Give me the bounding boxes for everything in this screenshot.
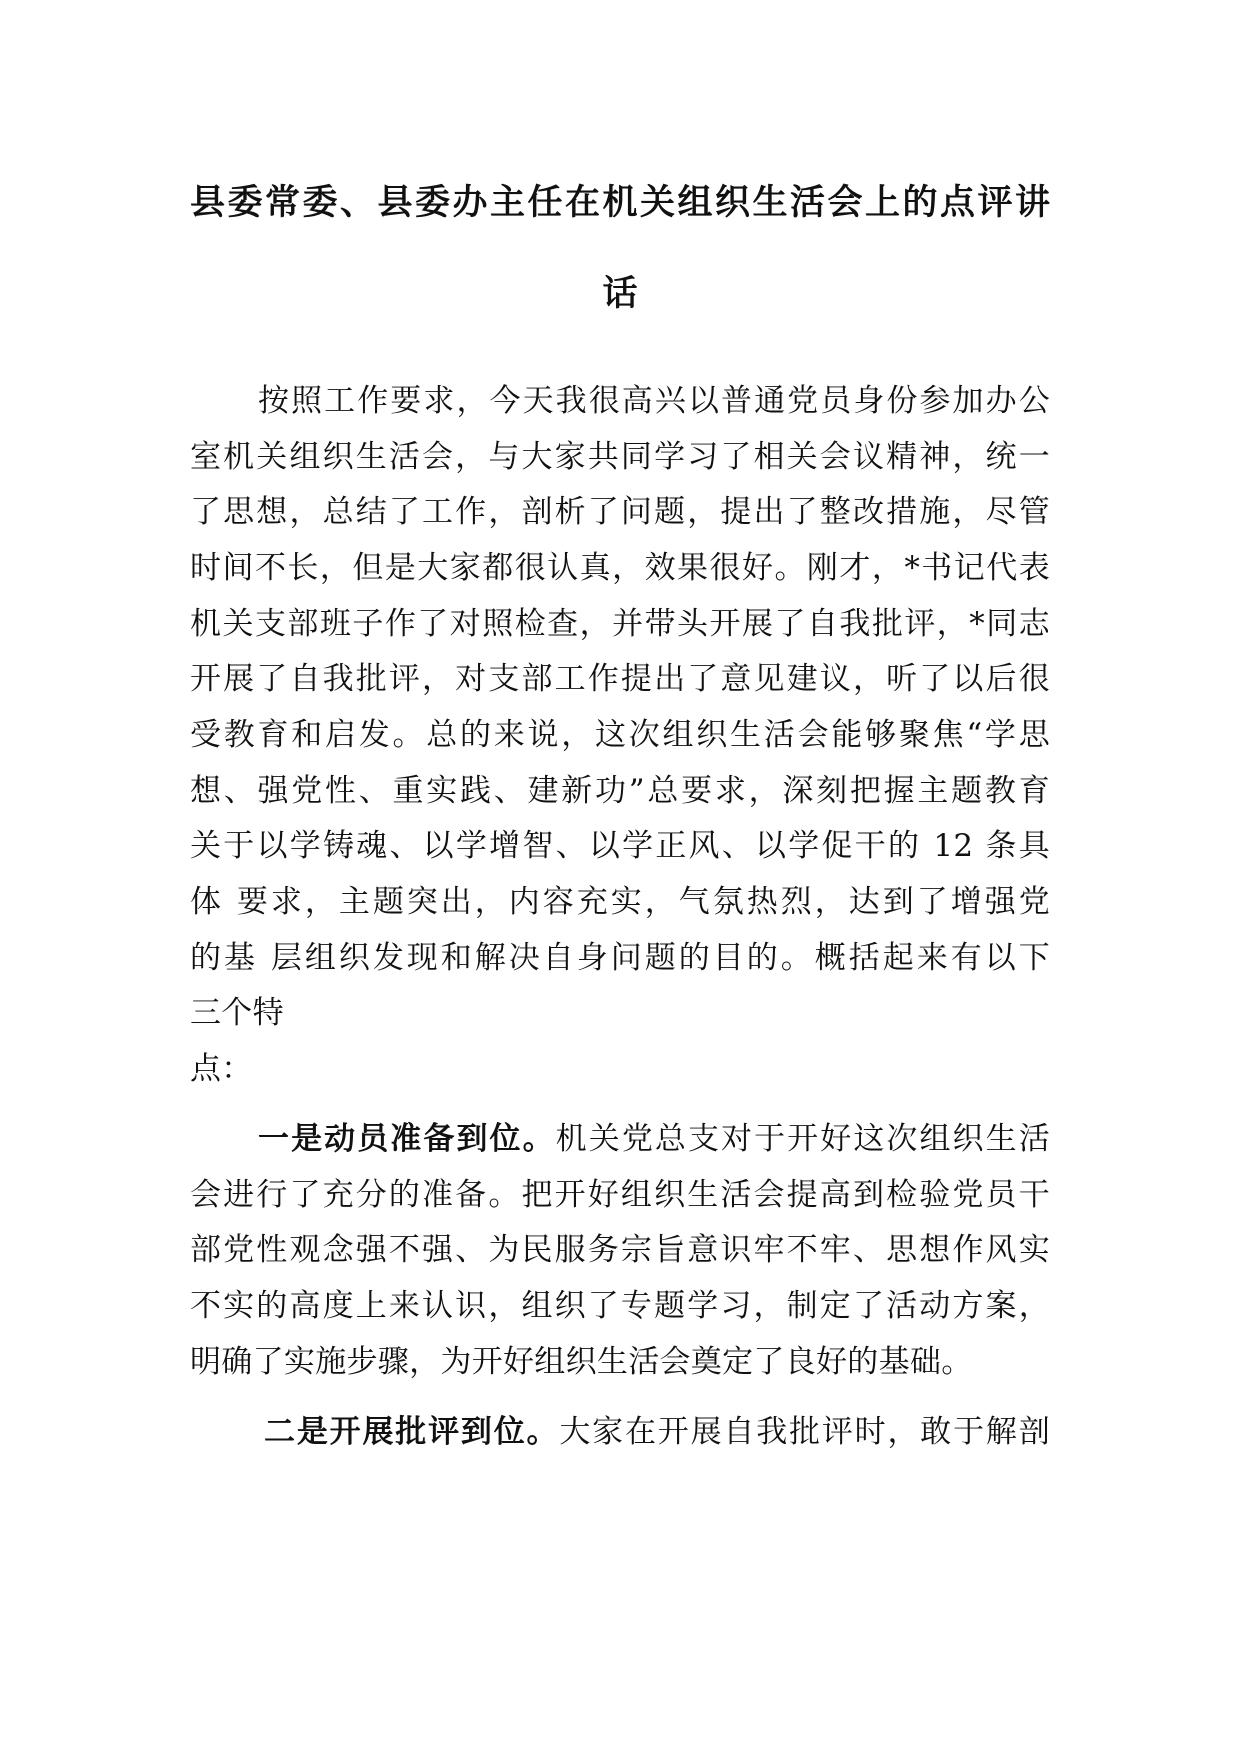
document-title-line-2: 话 bbox=[602, 274, 638, 314]
point-1-line: 不实的高度上来认识，组织了专题学习，制定了活动方案， bbox=[190, 1288, 1050, 1324]
point-1-line: 部党性观念强不强、为民服务宗旨意识牢不牢、思想作风实 bbox=[190, 1232, 1050, 1268]
point-2-first-line bbox=[190, 1404, 1050, 1460]
paragraph-1-line: 机关支部班子作了对照检查，并带头开展了自我批评，*同志 bbox=[190, 606, 1050, 642]
paragraph-1-line: 开展了自我批评，对支部工作提出了意见建议，听了以后很 bbox=[190, 661, 1050, 697]
paragraph-1-line: 关于以学铸魂、以学增智、以学正风、以学促干的 12 条具 bbox=[190, 828, 1050, 864]
paragraph-1-line: 受教育和启发。总的来说，这次组织生活会能够聚焦“学思 bbox=[190, 717, 1050, 753]
point-2-heading: 二是开展批评到位。 bbox=[264, 1414, 560, 1450]
point-1-line: 会进行了充分的准备。把开好组织生活会提高到检验党员干 bbox=[190, 1177, 1050, 1213]
point-1-heading: 一是动员准备到位。 bbox=[258, 1121, 556, 1157]
paragraph-1-line: 的基 层组织发现和解决自身问题的目的。概括起来有以下 bbox=[190, 940, 1050, 976]
paragraph-1-line: 想、强党性、重实践、建新功”总要求，深刻把握主题教育 bbox=[190, 773, 1050, 809]
point-2-text: 大家在开展自我批评时，敢于解剖 bbox=[559, 1414, 1051, 1450]
paragraph-1-line: 体 要求，主题突出，内容充实，气氛热烈，达到了增强党 bbox=[190, 884, 1050, 920]
paragraph-1-line: 点： bbox=[190, 1051, 253, 1087]
point-1-text: 机关党总支对于开好这次组织生活 bbox=[555, 1121, 1051, 1157]
paragraph-1-line: 按照工作要求，今天我很高兴以普通党员身份参加办公 bbox=[258, 383, 1050, 419]
paragraph-1-line: 室机关组织生活会，与大家共同学习了相关会议精神，统一 bbox=[190, 439, 1050, 475]
point-1-line: 明确了实施步骤，为开好组织生活会奠定了良好的基础。 bbox=[190, 1344, 973, 1380]
paragraph-1-line: 三个特 bbox=[190, 995, 284, 1031]
point-1-first-line bbox=[190, 1111, 1050, 1167]
paragraph-1-line: 时间不长，但是大家都很认真，效果很好。刚才，*书记代表 bbox=[190, 550, 1050, 586]
paragraph-1-line: 了思想，总结了工作，剖析了问题，提出了整改措施，尽管 bbox=[190, 494, 1050, 530]
document-title-line-1: 县委常委、县委办主任在机关组织生活会上的点评讲 bbox=[190, 183, 1050, 223]
